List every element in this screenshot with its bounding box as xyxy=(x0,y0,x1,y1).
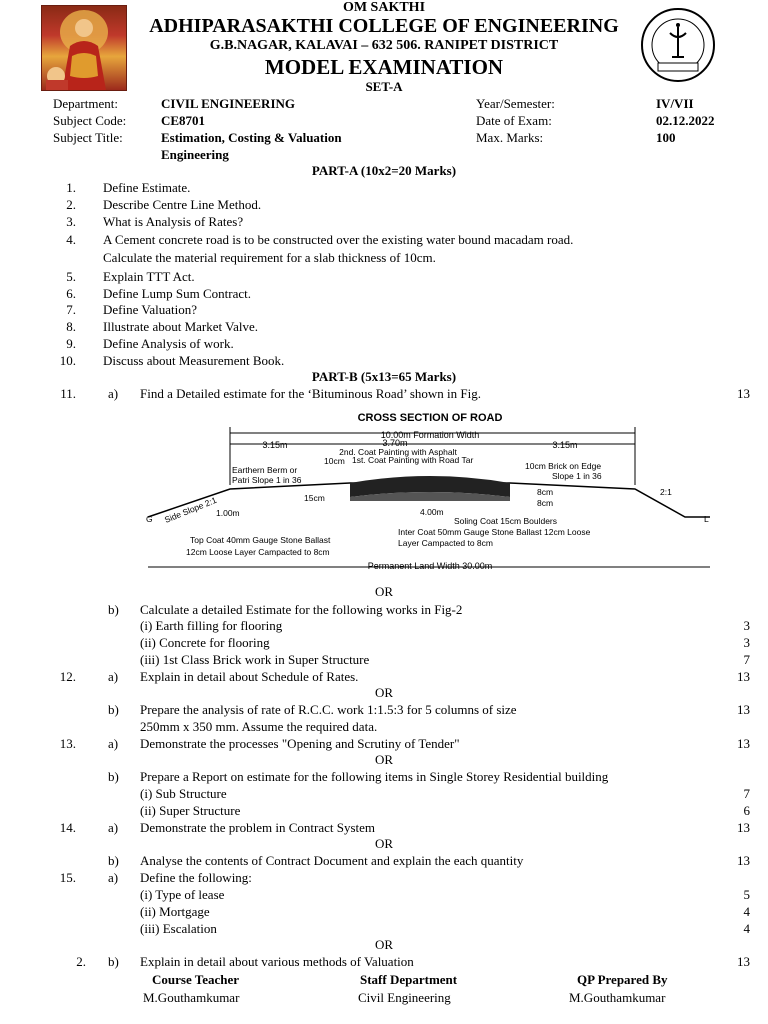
carriageway-width-label: 3.70m xyxy=(382,438,408,448)
top-coat-label-2: 12cm Loose Layer Campacted to 8cm xyxy=(186,547,330,557)
marks: 4 xyxy=(743,921,750,936)
marks: 13 xyxy=(737,702,750,717)
question-text: Explain in detail about Schedule of Rates. xyxy=(140,669,359,684)
question-text: Prepare a Report on estimate for the following items in Single Storey Residential building xyxy=(140,769,609,784)
staff-department-value: Civil Engineering xyxy=(358,990,451,1005)
question-text: Analyse the contents of Contract Document and explain the each quantity xyxy=(140,853,524,868)
title-value-line2: Engineering xyxy=(161,147,229,162)
question-text: Find a Detailed estimate for the ‘Bituminous Road’ shown in Fig. xyxy=(140,386,481,401)
inter-coat-label-1: Inter Coat 50mm Gauge Stone Ballast 12cm Loose xyxy=(398,527,591,537)
qp-prepared-label: QP Prepared By xyxy=(577,972,668,987)
q-number: 11. xyxy=(60,386,76,401)
figure-title: CROSS SECTION OF ROAD xyxy=(357,412,503,424)
slope-label: Slope 1 in 36 xyxy=(552,471,602,481)
inter-coat-label-2: Layer Campacted to 8cm xyxy=(398,538,493,548)
year-label: Year/Semester: xyxy=(476,96,555,111)
dept-label: Department: xyxy=(53,96,118,111)
course-teacher-name: M.Gouthamkumar xyxy=(143,990,240,1005)
sub-item: (ii) Mortgage xyxy=(140,904,210,919)
left-width-label: 3.15m xyxy=(262,440,288,450)
part-a-heading: PART-A (10x2=20 Marks) xyxy=(311,163,457,178)
or-separator: OR xyxy=(374,937,394,952)
title-label: Subject Title: xyxy=(53,130,123,145)
q-part-label: a) xyxy=(108,820,119,835)
q-number: 9. xyxy=(66,336,76,351)
second-coat-label: 2nd. Coat Painting with Asphalt xyxy=(339,447,457,457)
berm-label-2: Patri Slope 1 in 36 xyxy=(232,475,302,485)
one-m-label: 1.00m xyxy=(216,508,240,518)
marks: 7 xyxy=(743,652,750,667)
or-separator: OR xyxy=(374,685,394,700)
fifteen-cm-label: 15cm xyxy=(304,493,325,503)
berm-label-1: Earthern Berm or xyxy=(232,465,298,475)
q-number: 7. xyxy=(66,302,76,317)
code-value: CE8701 xyxy=(161,113,206,128)
sub-item: (iii) 1st Class Brick work in Super Structure xyxy=(140,652,370,667)
q-number: 6. xyxy=(66,286,76,301)
marks: 3 xyxy=(743,618,750,633)
date-label: Date of Exam: xyxy=(476,113,552,128)
marks: 7 xyxy=(743,786,750,801)
or-separator: OR xyxy=(374,836,394,851)
course-teacher-label: Course Teacher xyxy=(152,972,240,987)
or-separator: OR xyxy=(374,752,394,767)
four-m-label: 4.00m xyxy=(420,507,444,517)
sub-item: (iii) Escalation xyxy=(140,921,217,936)
ground-l-label: L xyxy=(704,514,709,524)
exam-title: MODEL EXAMINATION xyxy=(264,55,504,79)
marks-label: Max. Marks: xyxy=(476,130,544,145)
question-text: Explain TTT Act. xyxy=(103,269,195,284)
marks: 4 xyxy=(743,904,750,919)
eight-cm-label-2: 8cm xyxy=(537,498,554,508)
marks: 13 xyxy=(737,954,750,969)
q-number: 5. xyxy=(66,269,76,284)
q-number: 10. xyxy=(59,353,76,368)
or-separator: OR xyxy=(374,584,394,599)
part-b-heading: PART-B (5x13=65 Marks) xyxy=(311,369,457,384)
formation-width-label: 10.00m Formation Width xyxy=(380,430,480,440)
date-value: 02.12.2022 xyxy=(656,113,715,128)
college-name: ADHIPARASAKTHI COLLEGE OF ENGINEERING xyxy=(149,15,619,37)
om-sakthi: OM SAKTHI xyxy=(342,0,426,15)
q-part-label: b) xyxy=(108,602,119,617)
q-number: 14. xyxy=(59,820,76,835)
question-text: Explain in detail about various methods of Valuation xyxy=(140,954,414,969)
marks: 13 xyxy=(737,386,750,401)
q-number: 4. xyxy=(66,232,76,247)
question-text: Prepare the analysis of rate of R.C.C. work 1:1.5:3 for 5 columns of size xyxy=(140,702,517,717)
q-number: 1. xyxy=(66,180,76,195)
marks: 13 xyxy=(737,820,750,835)
marks-value: 100 xyxy=(656,130,676,145)
college-address: G.B.NAGAR, KALAVAI – 632 506. RANIPET DISTRICT xyxy=(209,38,559,53)
brick-edge-label: 10cm Brick on Edge xyxy=(525,461,602,471)
qp-prepared-name: M.Gouthamkumar xyxy=(569,990,666,1005)
marks: 13 xyxy=(737,853,750,868)
q-part-label: a) xyxy=(108,386,119,401)
q-number: 3. xyxy=(66,214,76,229)
question-text: Calculate a detailed Estimate for the following works in Fig-2 xyxy=(140,602,463,617)
road-cross-section-figure xyxy=(140,405,720,585)
sub-item: (ii) Concrete for flooring xyxy=(140,635,270,650)
marks: 6 xyxy=(743,803,750,818)
question-text: What is Analysis of Rates? xyxy=(103,214,244,229)
question-text-cont: Calculate the material requirement for a slab thickness of 10cm. xyxy=(103,250,436,265)
title-value: Estimation, Costing & Valuation xyxy=(161,130,342,145)
marks: 13 xyxy=(737,669,750,684)
side-slope-label: Side Slope 2:1 xyxy=(163,494,219,525)
q-part-label: b) xyxy=(108,853,119,868)
question-text: A Cement concrete road is to be constructed over the existing water bound macadam road. xyxy=(103,232,574,247)
q-part-label: b) xyxy=(108,954,119,969)
year-value: IV/VII xyxy=(656,96,694,111)
q-part-label: a) xyxy=(108,736,119,751)
code-label: Subject Code: xyxy=(53,113,127,128)
right-width-label: 3.15m xyxy=(552,440,578,450)
question-text: Demonstrate the problem in Contract System xyxy=(140,820,376,835)
question-text: Define Valuation? xyxy=(103,302,197,317)
sub-item: (i) Type of lease xyxy=(140,887,225,902)
q-number: 12. xyxy=(59,669,76,684)
q-number: 2. xyxy=(66,197,76,212)
q-part-label: b) xyxy=(108,769,119,784)
staff-department-label: Staff Department xyxy=(360,972,458,987)
question-text-cont: 250mm x 350 mm. Assume the required data. xyxy=(140,719,378,734)
marks: 5 xyxy=(743,887,750,902)
set-label: SET-A xyxy=(365,79,403,94)
question-text: Demonstrate the processes "Opening and Scrutiny of Tender" xyxy=(140,736,460,751)
question-text: Describe Centre Line Method. xyxy=(103,197,262,212)
question-text: Define Estimate. xyxy=(103,180,191,195)
soling-coat-label: Soling Coat 15cm Boulders xyxy=(454,516,558,526)
top-coat-label-1: Top Coat 40mm Gauge Stone Ballast xyxy=(190,535,331,545)
q-part-label: a) xyxy=(108,870,119,885)
first-coat-label: 1st. Coat Painting with Road Tar xyxy=(352,455,474,465)
sub-item: (ii) Super Structure xyxy=(140,803,241,818)
question-text: Discuss about Measurement Book. xyxy=(103,353,285,368)
q-number: 15. xyxy=(59,870,76,885)
eight-cm-label-1: 8cm xyxy=(537,487,554,497)
marks: 3 xyxy=(743,635,750,650)
sub-item: (i) Sub Structure xyxy=(140,786,227,801)
q-part-label: a) xyxy=(108,669,119,684)
question-text: Define Analysis of work. xyxy=(103,336,234,351)
question-text: Define Lump Sum Contract. xyxy=(103,286,252,301)
q-number: 2. xyxy=(76,954,86,969)
slope-two-one-label: 2:1 xyxy=(660,487,672,497)
ten-cm-label: 10cm xyxy=(324,456,345,466)
dept-value: CIVIL ENGINEERING xyxy=(161,96,296,111)
land-width-label: Permanent Land Width 30.00m xyxy=(367,561,493,571)
q-part-label: b) xyxy=(108,702,119,717)
question-text: Illustrate about Market Valve. xyxy=(103,319,258,334)
sub-item: (i) Earth filling for flooring xyxy=(140,618,283,633)
q-number: 13. xyxy=(59,736,76,751)
marks: 13 xyxy=(737,736,750,751)
question-text: Define the following: xyxy=(140,870,252,885)
ground-g-label: G xyxy=(146,514,153,524)
q-number: 8. xyxy=(66,319,76,334)
